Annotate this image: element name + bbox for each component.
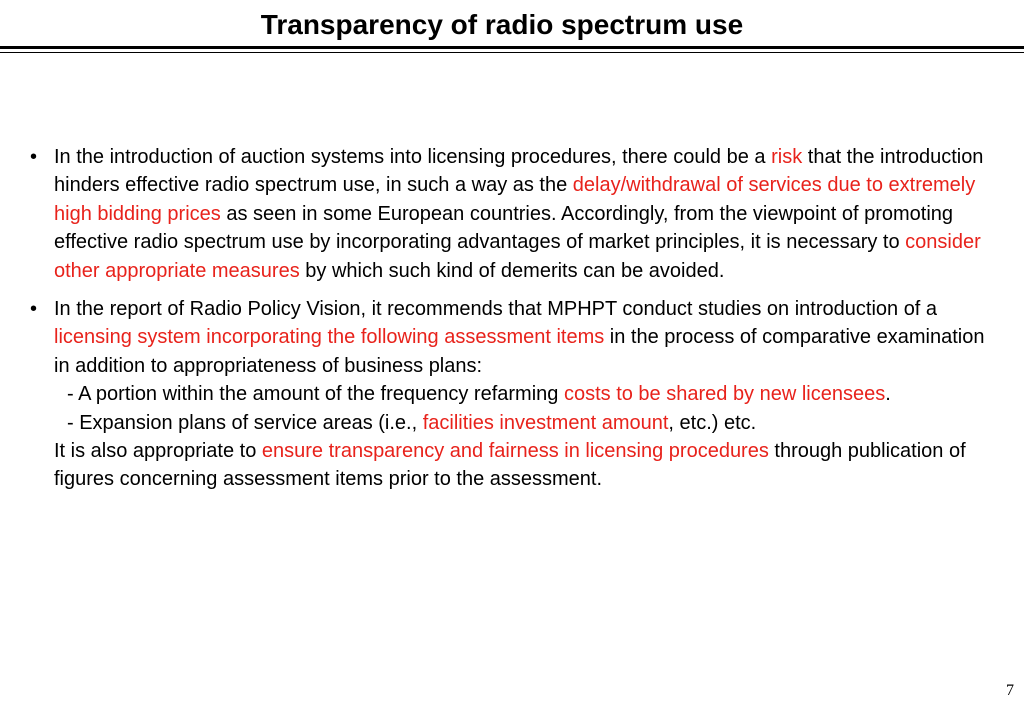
bullet1-text-1: In the introduction of auction systems into licensing procedures, there could be a xyxy=(54,146,772,168)
title-underline-thin xyxy=(0,52,1024,53)
slide-title: Transparency of radio spectrum use xyxy=(260,9,744,40)
bullet2-text-1: In the report of Radio Policy Vision, it recommends that MPHPT conduct studies on introduction of a xyxy=(54,298,938,321)
bullet1-text-4: by which such kind of demerits can be avoided. xyxy=(299,259,725,282)
bullet2-highlight-licensing-system: licensing system incorporating the following assessment items xyxy=(54,326,605,349)
sub1-text-2: . xyxy=(885,383,891,406)
slide-body xyxy=(30,143,995,494)
bullet2-sub-item-expansion xyxy=(54,409,995,437)
bullet1-text-2: that the introduction hinders effective radio spectrum use, in such a way as the xyxy=(54,146,984,197)
sub1-highlight-costs: costs to be shared by new licensees xyxy=(563,383,886,406)
closing-highlight-transparency: ensure transparency and fairness in licensing procedures xyxy=(261,440,769,463)
bullet2-sub-item-costs xyxy=(54,380,995,408)
closing-text-1: It is also appropriate to xyxy=(54,440,262,463)
bullet1-highlight-measures: consider other appropriate measures xyxy=(54,231,981,282)
bullet1-text-3: as seen in some European countries. Accordingly, from the viewpoint of promoting effective radio spectrum use by incorporating advantages of market principles, it is necessary to xyxy=(54,202,954,254)
bullet2-intro xyxy=(54,295,995,380)
bullet2-text-2: in the process of comparative examination in addition to appropriateness of business plans: xyxy=(54,326,985,377)
page-number: 7 xyxy=(1006,682,1014,699)
sub2-text-1: - Expansion plans of service areas (i.e., xyxy=(67,411,423,434)
sub2-highlight-investment: facilities investment amount xyxy=(422,411,669,434)
bullet1-highlight-delay: delay/withdrawal of services due to extremely high bidding prices xyxy=(54,174,976,225)
bullet-point-radio-policy xyxy=(30,295,995,494)
bullet1-highlight-risk: risk xyxy=(771,146,803,168)
bullet-marker: • xyxy=(30,298,38,321)
title-underline-thick xyxy=(0,46,1024,49)
sub1-text-1: - A portion within the amount of the frequency refarming xyxy=(67,383,564,406)
bullet-marker: • xyxy=(30,146,38,168)
closing-text-2: through publication of figures concerning assessment items prior to the assessment. xyxy=(54,440,966,491)
sub2-text-2: , etc.) etc. xyxy=(668,411,757,434)
bullet-point-auction-risk xyxy=(30,143,995,285)
bullet2-closing xyxy=(54,437,995,494)
